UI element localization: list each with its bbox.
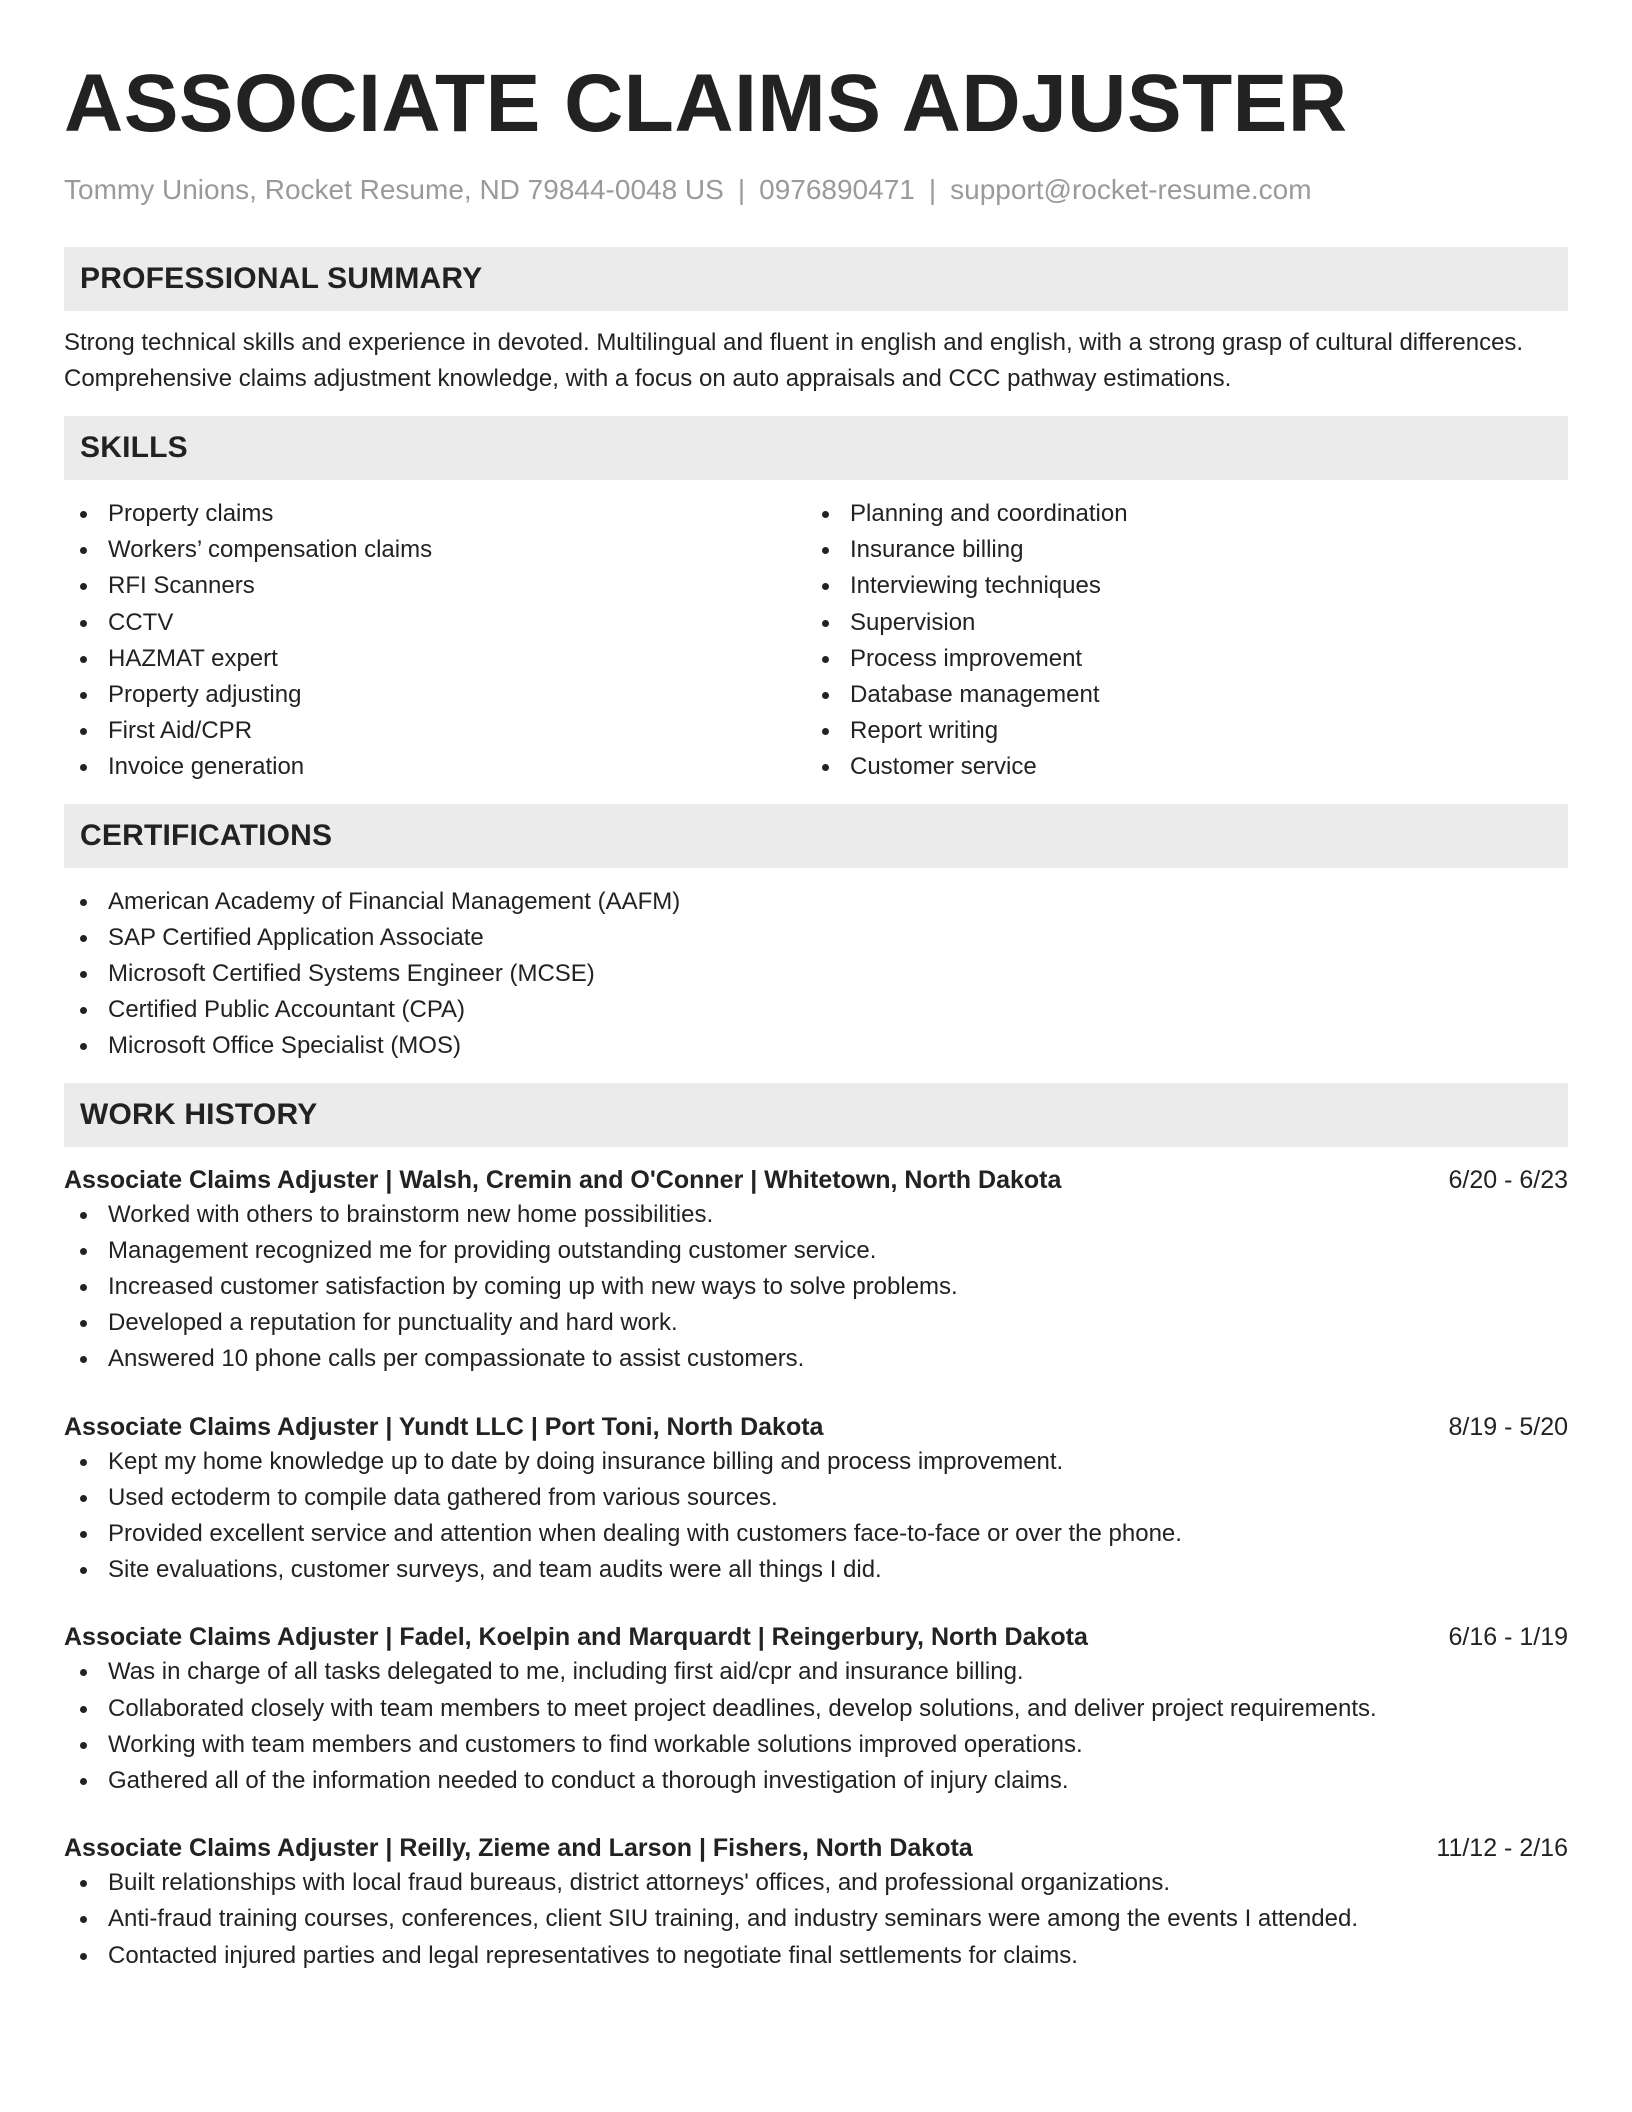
job-duty: Answered 10 phone calls per compassionate to assist customers.: [64, 1341, 1568, 1377]
skills-column-left: [64, 496, 806, 786]
job-heading: Associate Claims Adjuster | Reilly, Zieme and Larson | Fishers, North Dakota: [64, 1834, 973, 1863]
skill-item: Database management: [806, 677, 1548, 713]
bullet-icon: [80, 1320, 87, 1327]
certification-item: Microsoft Certified Systems Engineer (MCSE): [64, 956, 1568, 992]
job-entry: [64, 1163, 1568, 1378]
bullet-icon: [80, 1880, 87, 1887]
bullet-icon: [822, 692, 829, 699]
job-duty: Developed a reputation for punctuality and hard work.: [64, 1305, 1568, 1341]
skill-item: Insurance billing: [806, 532, 1548, 568]
job-duty: Collaborated closely with team members to meet project deadlines, develop solutions, and deliver project requirements.: [64, 1691, 1568, 1727]
job-duty: Working with team members and customers to find workable solutions improved operations.: [64, 1727, 1568, 1763]
job-entry: [64, 1410, 1568, 1589]
job-heading: Associate Claims Adjuster | Walsh, Cremin and O'Conner | Whitetown, North Dakota: [64, 1165, 1062, 1194]
contact-phone: 0976890471: [759, 174, 915, 205]
job-heading: Associate Claims Adjuster | Yundt LLC | Port Toni, North Dakota: [64, 1412, 824, 1441]
bullet-icon: [822, 511, 829, 518]
job-header: [64, 1831, 1568, 1865]
skill-item: First Aid/CPR: [64, 713, 806, 749]
bullet-icon: [80, 1742, 87, 1749]
skill-item: Interviewing techniques: [806, 568, 1548, 604]
skill-item: Supervision: [806, 605, 1548, 641]
bullet-icon: [822, 620, 829, 627]
job-duty: Anti-fraud training courses, conferences, client SIU training, and industry seminars were among the events I attended.: [64, 1901, 1568, 1937]
bullet-icon: [80, 728, 87, 735]
bullet-icon: [80, 1495, 87, 1502]
job-duty: Contacted injured parties and legal representatives to negotiate final settlements for claims.: [64, 1938, 1568, 1974]
certification-item: American Academy of Financial Management (AAFM): [64, 884, 1568, 920]
bullet-icon: [80, 1567, 87, 1574]
job-entry: [64, 1620, 1568, 1799]
skills-column-right: [806, 496, 1548, 786]
skill-item: CCTV: [64, 605, 806, 641]
job-entry: [64, 1831, 1568, 1974]
skill-item: Report writing: [806, 713, 1548, 749]
contact-separator: |: [737, 174, 746, 205]
bullet-icon: [80, 1356, 87, 1363]
job-duty: Was in charge of all tasks delegated to me, including first aid/cpr and insurance billing.: [64, 1654, 1568, 1690]
bullet-icon: [80, 1284, 87, 1291]
section-header-summary: PROFESSIONAL SUMMARY: [64, 247, 1568, 311]
job-duty: Site evaluations, customer surveys, and team audits were all things I did.: [64, 1552, 1568, 1588]
contact-line: [64, 172, 1568, 208]
job-duty: Management recognized me for providing outstanding customer service.: [64, 1233, 1568, 1269]
bullet-icon: [80, 1043, 87, 1050]
skill-item: Property adjusting: [64, 677, 806, 713]
bullet-icon: [80, 1669, 87, 1676]
skill-item: Invoice generation: [64, 749, 806, 785]
job-dates: 6/16 - 1/19: [1448, 1623, 1568, 1652]
skill-item: HAZMAT expert: [64, 641, 806, 677]
skill-item: Process improvement: [806, 641, 1548, 677]
skill-item: Property claims: [64, 496, 806, 532]
contact-address: Tommy Unions, Rocket Resume, ND 79844-0048 US: [64, 174, 724, 205]
section-header-skills: SKILLS: [64, 416, 1568, 480]
bullet-icon: [80, 620, 87, 627]
bullet-icon: [80, 1916, 87, 1923]
certifications-list: [64, 884, 1568, 1065]
bullet-icon: [80, 971, 87, 978]
job-duty: Gathered all of the information needed to conduct a thorough investigation of injury claims.: [64, 1763, 1568, 1799]
job-duties: [64, 1444, 1568, 1589]
certification-item: SAP Certified Application Associate: [64, 920, 1568, 956]
job-dates: 6/20 - 6/23: [1448, 1165, 1568, 1194]
bullet-icon: [80, 1248, 87, 1255]
skill-item: Planning and coordination: [806, 496, 1548, 532]
job-duties: [64, 1197, 1568, 1378]
job-duty: Increased customer satisfaction by coming up with new ways to solve problems.: [64, 1269, 1568, 1305]
bullet-icon: [822, 764, 829, 771]
bullet-icon: [822, 547, 829, 554]
job-heading: Associate Claims Adjuster | Fadel, Koelpin and Marquardt | Reingerbury, North Dakota: [64, 1623, 1088, 1652]
bullet-icon: [80, 583, 87, 590]
bullet-icon: [80, 1531, 87, 1538]
bullet-icon: [80, 1953, 87, 1960]
job-duty: Kept my home knowledge up to date by doing insurance billing and process improvement.: [64, 1444, 1568, 1480]
job-header: [64, 1620, 1568, 1654]
contact-email: support@rocket-resume.com: [950, 174, 1312, 205]
skills-list: [64, 496, 1568, 786]
bullet-icon: [80, 1778, 87, 1785]
job-dates: 11/12 - 2/16: [1436, 1834, 1568, 1863]
skill-item: Customer service: [806, 749, 1548, 785]
bullet-icon: [80, 1706, 87, 1713]
job-duty: Used ectoderm to compile data gathered from various sources.: [64, 1480, 1568, 1516]
bullet-icon: [80, 656, 87, 663]
contact-separator: |: [928, 174, 937, 205]
job-duty: Built relationships with local fraud bureaus, district attorneys' offices, and professional organizations.: [64, 1865, 1568, 1901]
job-duty: Provided excellent service and attention when dealing with customers face-to-face or over the phone.: [64, 1516, 1568, 1552]
skill-item: Workers’ compensation claims: [64, 532, 806, 568]
resume-title: ASSOCIATE CLAIMS ADJUSTER: [64, 58, 1348, 149]
bullet-icon: [80, 547, 87, 554]
job-duties: [64, 1865, 1568, 1974]
certification-item: Certified Public Accountant (CPA): [64, 992, 1568, 1028]
summary-text: Strong technical skills and experience in devoted. Multilingual and fluent in english and english, with a strong grasp of cultural differences. Comprehensive claims adjustment knowledge, with a focus on auto appraisals and CCC pathway estimations.: [64, 329, 1524, 392]
skill-item: RFI Scanners: [64, 568, 806, 604]
bullet-icon: [822, 656, 829, 663]
job-dates: 8/19 - 5/20: [1448, 1412, 1568, 1441]
job-duties: [64, 1654, 1568, 1799]
bullet-icon: [822, 728, 829, 735]
job-header: [64, 1163, 1568, 1197]
job-header: [64, 1410, 1568, 1444]
bullet-icon: [80, 1459, 87, 1466]
bullet-icon: [80, 692, 87, 699]
bullet-icon: [80, 511, 87, 518]
bullet-icon: [822, 583, 829, 590]
section-header-certifications: CERTIFICATIONS: [64, 804, 1568, 868]
bullet-icon: [80, 1212, 87, 1219]
certification-item: Microsoft Office Specialist (MOS): [64, 1028, 1568, 1064]
section-header-work-history: WORK HISTORY: [64, 1083, 1568, 1147]
bullet-icon: [80, 1007, 87, 1014]
bullet-icon: [80, 764, 87, 771]
bullet-icon: [80, 935, 87, 942]
bullet-icon: [80, 899, 87, 906]
job-duty: Worked with others to brainstorm new home possibilities.: [64, 1197, 1568, 1233]
